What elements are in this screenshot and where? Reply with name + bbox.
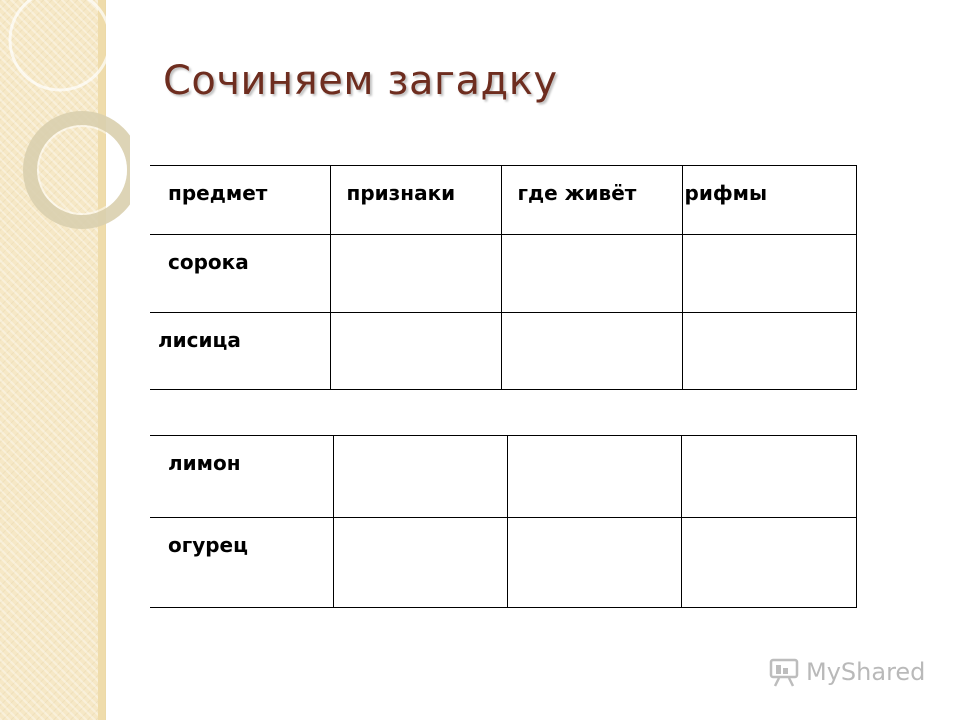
header-cell xyxy=(682,166,856,235)
header-predmet: предмет xyxy=(168,181,268,205)
myshared-watermark xyxy=(768,657,925,687)
table-cell xyxy=(150,436,333,518)
table-row xyxy=(150,436,856,518)
table-cell xyxy=(501,313,682,390)
table-cell xyxy=(333,436,507,518)
riddle-table-second xyxy=(150,435,857,608)
riddle-table-main xyxy=(150,165,857,390)
cell-text xyxy=(502,313,682,328)
cell-text xyxy=(508,518,681,533)
row-label-ogurets: огурец xyxy=(168,533,248,557)
table-cell xyxy=(150,235,330,313)
cell-text xyxy=(331,235,501,250)
cell-text xyxy=(334,518,507,533)
table-row xyxy=(150,235,856,313)
cell-text xyxy=(683,313,856,328)
table-cell xyxy=(333,518,507,608)
watermark-text: MyShared xyxy=(806,658,926,686)
header-rifmy: рифмы xyxy=(684,181,768,205)
table-cell xyxy=(682,235,856,313)
cell-text xyxy=(331,313,501,328)
cell-text xyxy=(682,518,856,533)
table-cell xyxy=(681,436,856,518)
table-cell xyxy=(681,518,856,608)
table-cell xyxy=(507,518,681,608)
table-cell xyxy=(330,235,501,313)
table-cell xyxy=(682,313,856,390)
cell-text xyxy=(508,436,681,451)
header-cell xyxy=(501,166,682,235)
slide-title: Сочиняем загадку xyxy=(163,58,558,104)
table-cell xyxy=(150,518,333,608)
row-label-lisitsa: лисица xyxy=(158,328,241,352)
header-priznaki: признаки xyxy=(346,181,456,205)
header-gde-zhivet: где живёт xyxy=(517,181,637,205)
cell-text xyxy=(502,235,682,250)
cell-text xyxy=(683,235,856,250)
row-label-soroka: сорока xyxy=(168,250,249,274)
decorative-circles-icon xyxy=(0,0,130,250)
header-cell xyxy=(330,166,501,235)
presentation-board-icon xyxy=(768,657,800,687)
table-row xyxy=(150,313,856,390)
header-cell xyxy=(150,166,330,235)
cell-text xyxy=(334,436,507,451)
table-cell xyxy=(150,313,330,390)
table-cell xyxy=(330,313,501,390)
table-row xyxy=(150,518,856,608)
row-label-limon: лимон xyxy=(168,451,241,475)
table-cell xyxy=(501,235,682,313)
table-cell xyxy=(507,436,681,518)
cell-text xyxy=(682,436,856,451)
table-header-row xyxy=(150,166,856,235)
